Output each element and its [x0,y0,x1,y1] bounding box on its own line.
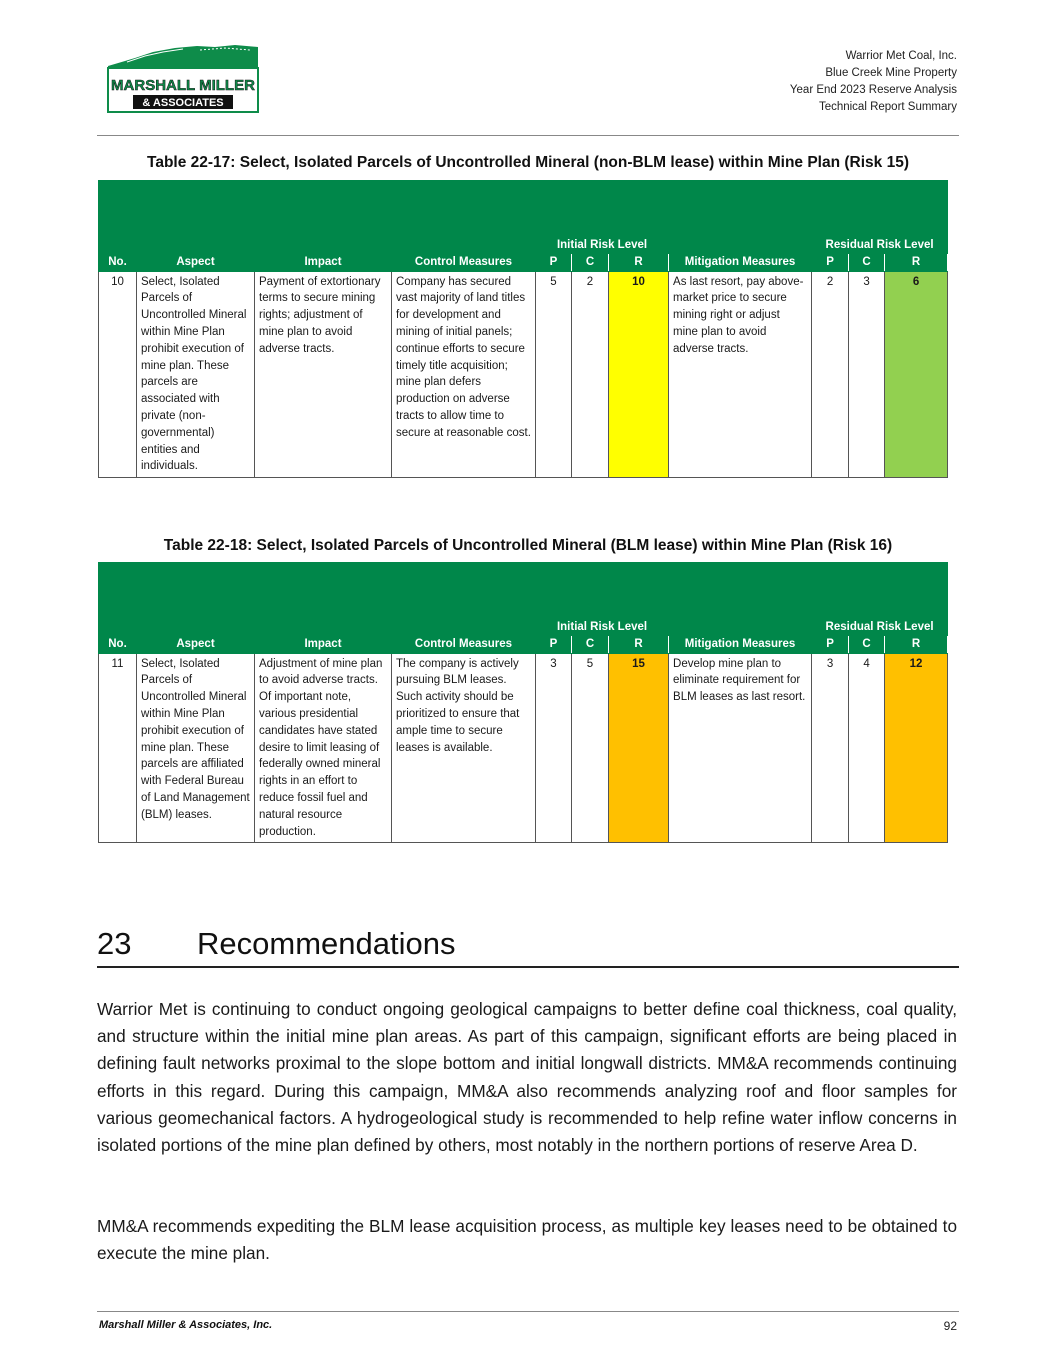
row-residual-p: 3 [812,653,849,843]
col-residual-r: R [885,254,948,271]
row-residual-p: 2 [812,271,849,478]
row-initial-p: 3 [536,653,572,843]
row-control: The company is actively pursuing BLM leases. Such activity should be prioritized to ensure that ample time to secure leases is available. [392,653,536,843]
col-control: Control Measures [392,636,536,653]
row-residual-c: 4 [849,653,885,843]
table2-caption: Table 22-18: Select, Isolated Parcels of Uncontrolled Mineral (BLM lease) within Mine Plan (Risk 16) [163,537,893,554]
row-control: Company has secured vast majority of land titles for development and mining of initial panels; continue efforts to secure timely title acquisition; mine plan defers production on adverse tracts to allow time to secure at reasonable cost. [392,271,536,478]
body-paragraph-1: Warrior Met is continuing to conduct ongoing geological campaigns to better define coal thickness, coal quality, and structure within the initial mine plan areas. As part of this campaign, significant efforts are being placed in defining fault networks proximal to the slope bottom and initial longwall districts. MM&A recommends continuing efforts in this regard. During this campaign, MM&A also recommends analyzing roof and floor samples for various geomechanical factors. A hydrogeological study is recommended to help refine water inflow concerns in isolated portions of the mine plan defined by others, most notably in the northern portions of reserve Area D. [97,999,957,1156]
col-residual-p: P [812,254,849,271]
col-no: No. [99,636,137,653]
row-no: 10 [99,271,137,478]
row-no: 11 [99,653,137,843]
row-initial-r: 15 [609,653,669,843]
table-row [99,271,948,478]
row-mitigation: Develop mine plan to eliminate requirement for BLM leases as last resort. [669,653,812,843]
col-initial-r: R [609,254,669,271]
section-number: 23 [97,926,132,961]
col-impact: Impact [255,636,392,653]
svg-text:MARSHALL MILLER: MARSHALL MILLER [111,77,255,94]
col-aspect: Aspect [137,636,255,653]
col-control: Control Measures [392,254,536,271]
header-text [790,48,957,116]
row-aspect: Select, Isolated Parcels of Uncontrolled Mineral within Mine Plan prohibit execution of mine plan. These parcels are affiliated with Federal Bureau of Land Management (BLM) leases. [137,653,255,843]
page-number: 92 [943,1319,957,1333]
table1 [98,180,948,478]
table2 [98,562,948,843]
row-initial-c: 2 [572,271,609,478]
svg-text:& ASSOCIATES: & ASSOCIATES [142,97,224,109]
col-initial-c: C [572,254,609,271]
body-paragraph-2: MM&A recommends expediting the BLM lease acquisition process, as multiple key leases need to be obtained to execute the mine plan. [97,1216,957,1264]
section-heading [97,922,959,968]
row-aspect: Select, Isolated Parcels of Uncontrolled Mineral within Mine Plan prohibit execution of mine plan. These parcels are associated with private (non-governmental) entities and individuals. [137,271,255,478]
section-title: Recommendations [197,926,456,961]
row-initial-c: 5 [572,653,609,843]
header-company: Warrior Met Coal, Inc. [845,50,957,62]
company-logo [105,44,261,116]
row-residual-r: 12 [885,653,948,843]
table-row [99,653,948,843]
table1-caption: Table 22-17: Select, Isolated Parcels of Uncontrolled Mineral (non-BLM lease) within Mine Plan (Risk 15) [147,154,909,171]
header-property: Blue Creek Mine Property [825,67,957,79]
footer-firm: Marshall Miller & Associates, Inc. [99,1319,273,1331]
row-initial-r: 10 [609,271,669,478]
row-residual-r: 6 [885,271,948,478]
col-initial-p: P [536,636,572,653]
col-residual-c: C [849,636,885,653]
col-no: No. [99,254,137,271]
col-mitigation: Mitigation Measures [669,254,812,271]
residual-risk-level-header: Residual Risk Level [812,619,948,636]
col-residual-r: R [885,636,948,653]
row-initial-p: 5 [536,271,572,478]
col-initial-c: C [572,636,609,653]
col-residual-c: C [849,254,885,271]
col-initial-r: R [609,636,669,653]
header-report: Year End 2023 Reserve Analysis [789,84,957,96]
row-impact: Payment of extortionary terms to secure mining rights; adjustment of mine plan to avoid adverse tracts. [255,271,392,478]
col-residual-p: P [812,636,849,653]
header-report-type: Technical Report Summary [818,101,957,113]
row-mitigation: As last resort, pay above-market price to secure mining right or adjust mine plan to avoid adverse tracts. [669,271,812,478]
row-residual-c: 3 [849,271,885,478]
row-impact: Adjustment of mine plan to avoid adverse tracts. Of important note, various presidential candidates have stated desire to limit leasing of federally owned mineral rights in an effort to reduce fossil fuel and natural resource production. [255,653,392,843]
col-initial-p: P [536,254,572,271]
initial-risk-level-header: Initial Risk Level [536,619,669,636]
initial-risk-level-header: Initial Risk Level [536,237,669,254]
col-aspect: Aspect [137,254,255,271]
residual-risk-level-header: Residual Risk Level [812,237,948,254]
page-header [97,40,959,136]
col-impact: Impact [255,254,392,271]
col-mitigation: Mitigation Measures [669,636,812,653]
page-footer [97,1311,959,1333]
